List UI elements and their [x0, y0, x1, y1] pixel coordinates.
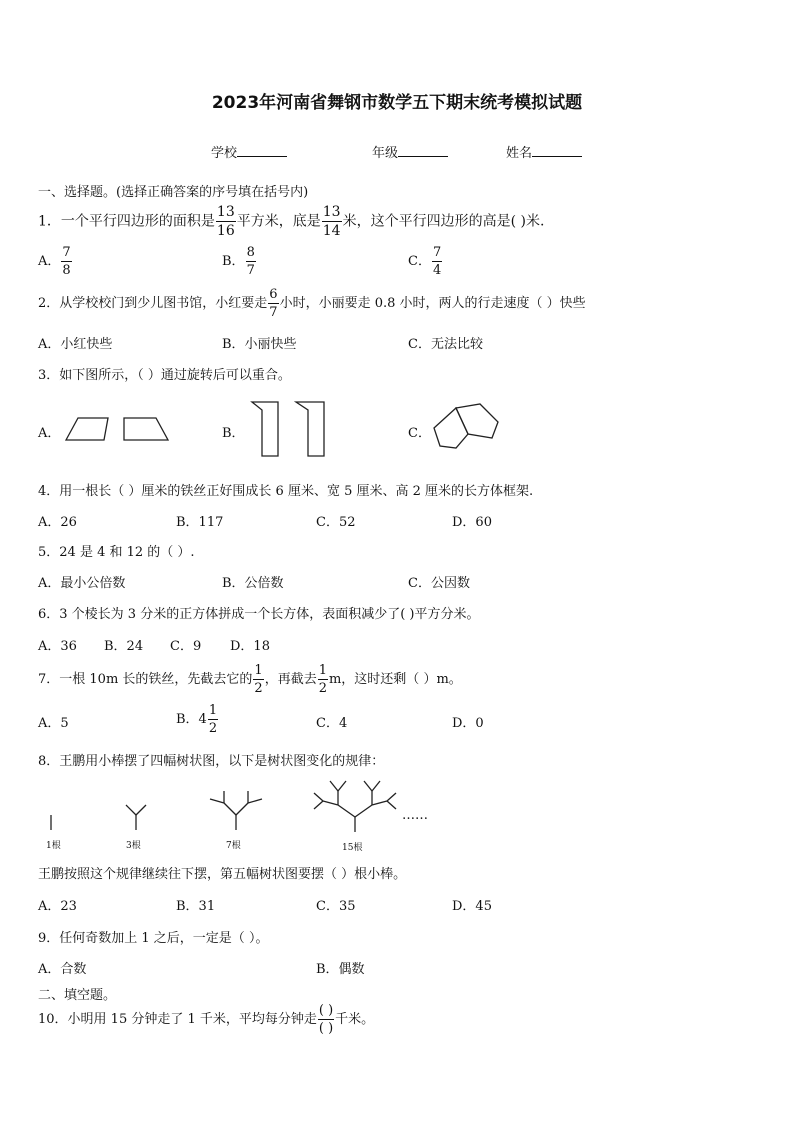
q3-option-c[interactable]: C． [408, 426, 431, 441]
q9-option-b[interactable]: B．偶数 [316, 962, 365, 977]
grade-label: 年级 [372, 146, 399, 161]
question-7: 7．一根 10m 长的铁丝，先截去它的 $\frac{1}{2}$ ，再截去 $\frac{1}{2}$ m，这时还剩（ ）m。 [38, 663, 462, 696]
q7-option-c[interactable]: C．4 [316, 716, 348, 731]
q7-option-a[interactable]: A．5 [38, 716, 69, 731]
q7-option-d[interactable]: D．0 [452, 716, 484, 731]
school-blank[interactable] [237, 144, 287, 157]
name-label: 姓名 [506, 146, 533, 161]
question-4: 4．用一根长（ ）厘米的铁丝正好围成长 6 厘米、宽 5 厘米、高 2 厘米的长方体框架. [38, 484, 534, 499]
grade-field[interactable] [372, 142, 448, 161]
tree-label-2: 3根 [126, 841, 141, 851]
q3-option-b[interactable]: B． [222, 426, 245, 441]
question-3: 3．如下图所示，（ ）通过旋转后可以重合。 [38, 368, 291, 383]
fraction-6-7: $\frac{6}{7}$ [269, 287, 278, 320]
q6-option-a[interactable]: A．36 [38, 639, 77, 654]
question-2: 2．从学校校门到少儿图书馆，小红要走 $\frac{6}{7}$ 小时，小丽要走 0.8 小时，两人的行走速度（ ）快些 [38, 287, 586, 320]
tree-label-1: 1根 [46, 841, 61, 851]
question-8: 8．王鹏用小棒摆了四幅树状图，以下是树状图变化的规律： [38, 754, 385, 769]
q1-option-a[interactable]: A． $\frac{7}{8}$ [38, 245, 71, 278]
q8-option-b[interactable]: B．31 [176, 899, 216, 914]
name-blank[interactable] [532, 144, 582, 157]
q4-option-a[interactable]: A．26 [38, 515, 77, 530]
q6-option-c[interactable]: C．9 [170, 639, 202, 654]
q1-option-b[interactable]: B． $\frac{8}{7}$ [222, 245, 255, 278]
q8-option-c[interactable]: C．35 [316, 899, 356, 914]
q1-option-c[interactable]: C． $\frac{7}{4}$ [408, 245, 442, 278]
question-8-follow: 王鹏按照这个规律继续往下摆，第五幅树状图要摆（ ）根小棒。 [38, 867, 407, 882]
name-field[interactable] [506, 142, 582, 161]
tree-label-4: 15根 [342, 843, 363, 853]
fraction-13-16: $\frac{13}{16}$ [216, 204, 235, 239]
q8-option-d[interactable]: D．45 [452, 899, 492, 914]
question-10: 10．小明用 15 分钟走了 1 千米，平均每分钟走 $\frac{( )}{( )}$ 千米。 [38, 1003, 375, 1036]
tree-label-3: 7根 [226, 841, 241, 851]
grade-blank[interactable] [398, 144, 448, 157]
fraction-blank[interactable]: $\frac{( )}{( )}$ [318, 1003, 334, 1036]
q4-option-b[interactable]: B．117 [176, 515, 224, 530]
q3-figure-a-trapezoids [64, 416, 174, 442]
q5-option-c[interactable]: C．公因数 [408, 576, 470, 591]
q5-option-b[interactable]: B．公倍数 [222, 576, 284, 591]
question-1: 1．一个平行四边形的面积是 $\frac{13}{16}$ 平方米，底是 $\frac{13}{14}$ 米，这个平行四边形的高是( )米. [38, 204, 545, 239]
q3-figure-c-pentagons [432, 402, 504, 452]
school-field[interactable] [211, 142, 287, 161]
question-5: 5．24 是 4 和 12 的（ ）. [38, 545, 195, 560]
fraction-13-14: $\frac{13}{14}$ [322, 204, 341, 239]
school-label: 学校 [211, 146, 238, 161]
page-title: 2023年河南省舞钢市数学五下期末统考模拟试题 [211, 93, 583, 113]
q3-figure-b-shapes [250, 400, 330, 460]
q6-option-b[interactable]: B．24 [104, 639, 144, 654]
q4-option-d[interactable]: D．60 [452, 515, 492, 530]
question-9: 9．任何奇数加上 1 之后，一定是（ ）。 [38, 931, 269, 946]
q5-option-a[interactable]: A．最小公倍数 [38, 576, 126, 591]
q2-option-b[interactable]: B．小丽快些 [222, 337, 297, 352]
q2-option-c[interactable]: C．无法比较 [408, 337, 483, 352]
question-6: 6．3 个棱长为 3 分米的正方体拼成一个长方体，表面积减少了( )平方分米。 [38, 607, 480, 622]
q8-option-a[interactable]: A．23 [38, 899, 77, 914]
tree-ellipsis: …… [402, 808, 428, 823]
section-fill-heading: 二、填空题。 [38, 988, 117, 1003]
fraction-1-2-a: $\frac{1}{2}$ [254, 663, 263, 696]
q7-option-b[interactable]: B．4 $\frac{1}{2}$ [176, 703, 218, 736]
q9-option-a[interactable]: A．合数 [38, 962, 87, 977]
section-choice-heading: 一、选择题。(选择正确答案的序号填在括号内) [38, 185, 309, 200]
q3-option-a[interactable]: A． [38, 426, 61, 441]
q6-option-d[interactable]: D．18 [230, 639, 270, 654]
q2-option-a[interactable]: A．小红快些 [38, 337, 113, 352]
q4-option-c[interactable]: C．52 [316, 515, 356, 530]
fraction-1-2-b: $\frac{1}{2}$ [318, 663, 327, 696]
